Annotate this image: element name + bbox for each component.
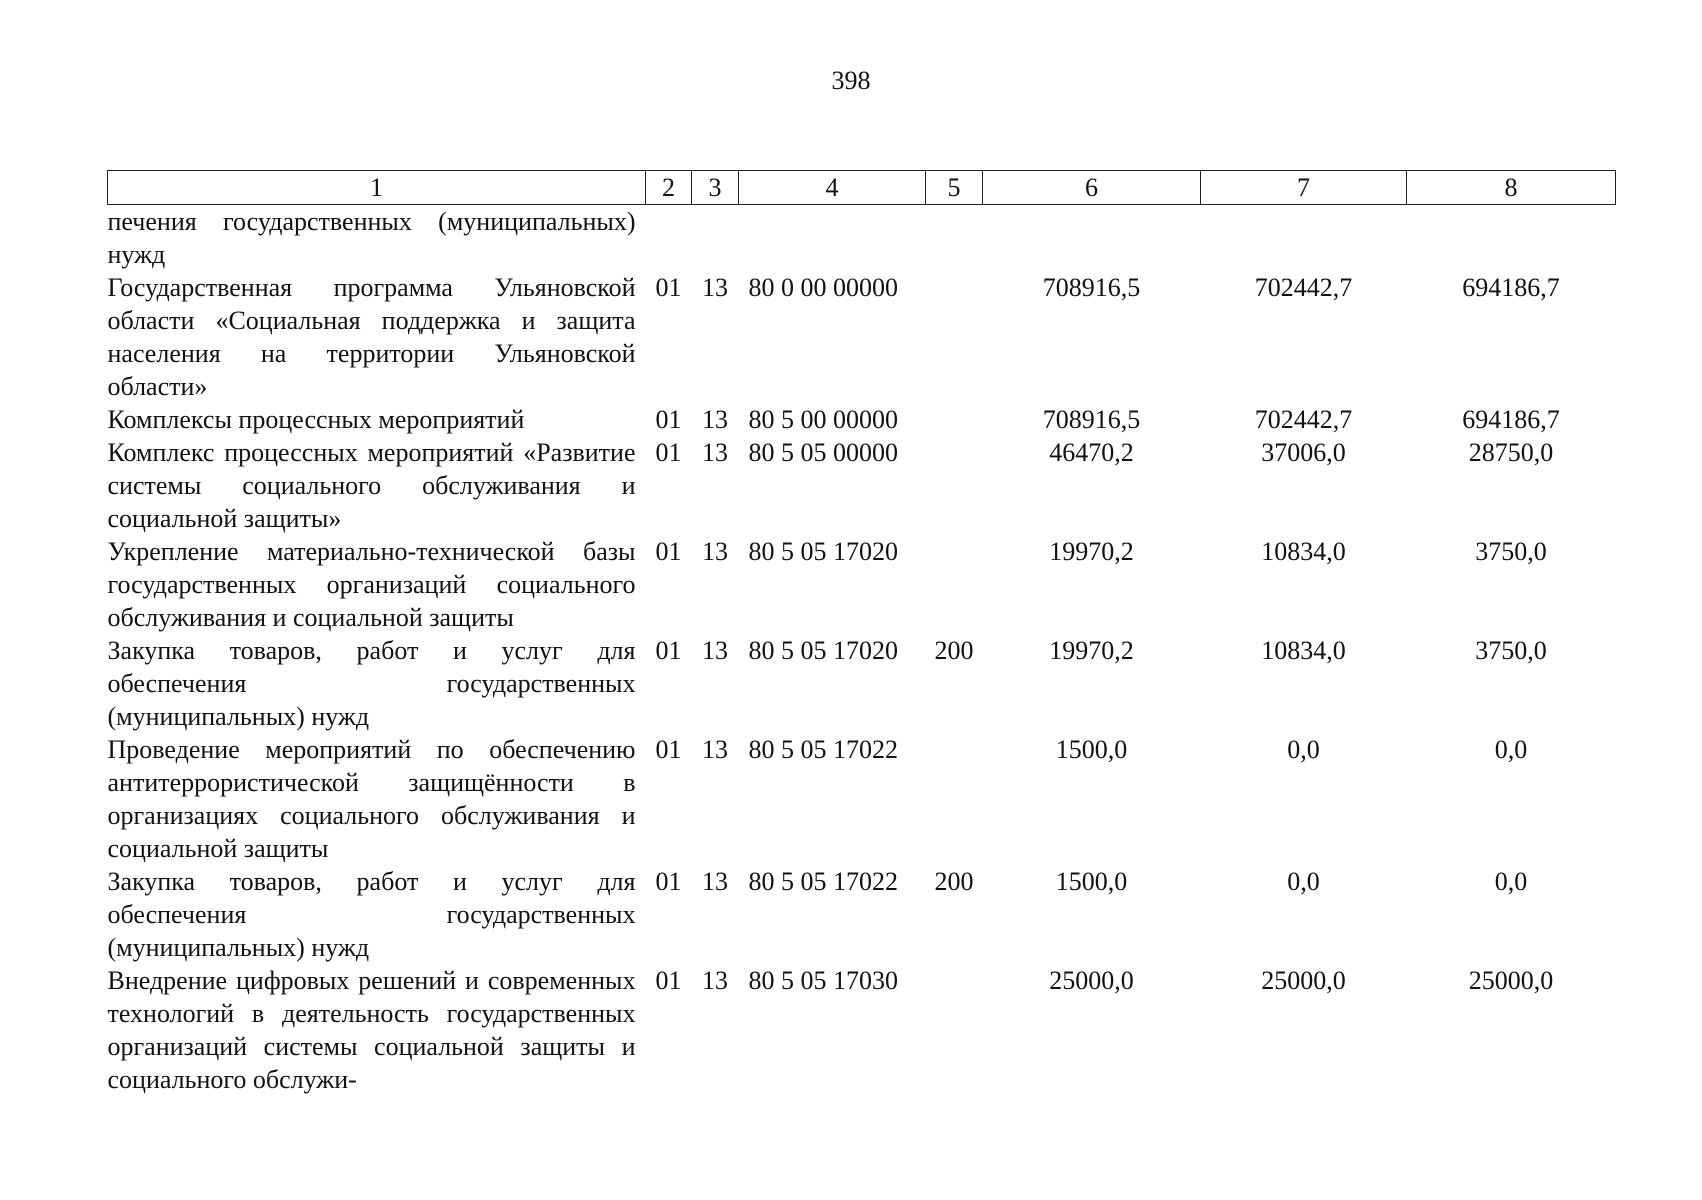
row-amount-year2 xyxy=(1201,205,1407,272)
table-row xyxy=(108,733,1616,865)
row-amount-year3: 3750,0 xyxy=(1475,537,1547,566)
page-number-text: 398 xyxy=(831,66,871,95)
row-expense-type: 200 xyxy=(934,867,974,896)
table-row xyxy=(108,403,1616,436)
header-col-8: 8 xyxy=(1407,171,1616,205)
table-body xyxy=(108,205,1616,1097)
row-amount-year1: 46470,2 xyxy=(1049,438,1134,467)
table-row xyxy=(108,271,1616,403)
row-section: 01 xyxy=(655,537,682,566)
row-amount-year3: 694186,7 xyxy=(1462,405,1560,434)
row-amount-year2: 0,0 xyxy=(1287,735,1320,764)
row-section: 01 xyxy=(655,636,682,665)
row-description: Закупка товаров, работ и услуг для обеспечения государственных (муниципальных) нужд xyxy=(107,867,636,962)
row-amount-year1: 1500,0 xyxy=(1055,735,1128,764)
row-amount-year3: 0,0 xyxy=(1494,735,1528,764)
row-target-code: 80 5 05 17020 xyxy=(748,537,898,566)
row-target-code: 80 0 00 00000 xyxy=(748,273,898,302)
table-row xyxy=(108,205,1616,272)
row-amount-year2: 702442,7 xyxy=(1254,273,1353,302)
row-subsection: 13 xyxy=(702,438,728,467)
header-col-1: 1 xyxy=(108,171,646,205)
header-col-6: 6 xyxy=(983,171,1201,205)
row-description: Проведение мероприятий по обеспечению антитеррористической защищённости в организациях социального обслуживания и социальной защиты xyxy=(107,735,636,863)
table-row xyxy=(108,964,1616,1096)
row-amount-year3: 28750,0 xyxy=(1468,438,1554,467)
row-amount-year2: 0,0 xyxy=(1287,867,1320,896)
row-amount-year1: 1500,0 xyxy=(1055,867,1128,896)
row-amount-year3 xyxy=(1407,205,1616,272)
row-expense-type xyxy=(926,271,983,403)
table-header xyxy=(108,171,1616,205)
budget-table xyxy=(107,170,1616,1096)
row-target-code: 80 5 05 17030 xyxy=(748,966,898,995)
table-row xyxy=(108,535,1616,634)
row-amount-year3: 694186,7 xyxy=(1462,273,1560,302)
row-section: 01 xyxy=(655,867,682,896)
header-col-4: 4 xyxy=(739,171,926,205)
row-target-code: 80 5 05 00000 xyxy=(748,438,898,467)
row-amount-year1 xyxy=(983,205,1201,272)
row-description: Комплексы процессных мероприятий xyxy=(107,405,525,434)
row-expense-type xyxy=(926,436,983,535)
row-description: Закупка товаров, работ и услуг для обеспечения государственных (муниципальных) нужд xyxy=(107,636,636,731)
row-expense-type xyxy=(926,205,983,272)
row-description: печения государственных (муниципальных) нужд xyxy=(107,207,636,269)
row-amount-year2: 37006,0 xyxy=(1261,438,1346,467)
row-subsection: 13 xyxy=(702,537,728,566)
header-row xyxy=(108,171,1616,205)
row-amount-year2: 702442,7 xyxy=(1254,405,1353,434)
row-amount-year1: 19970,2 xyxy=(1049,636,1134,665)
row-amount-year2: 25000,0 xyxy=(1261,966,1346,995)
row-section: 01 xyxy=(655,735,682,764)
row-description: Укрепление материально-технической базы государственных организаций социального обслуживания и социальной защиты xyxy=(107,537,636,632)
row-amount-year1: 19970,2 xyxy=(1049,537,1134,566)
row-target-code: 80 5 05 17022 xyxy=(748,867,898,896)
row-amount-year3: 25000,0 xyxy=(1468,966,1554,995)
row-section xyxy=(646,205,692,272)
row-expense-type xyxy=(926,535,983,634)
row-amount-year1: 708916,5 xyxy=(1042,405,1141,434)
row-expense-type xyxy=(926,403,983,436)
row-target-code xyxy=(739,205,926,272)
row-amount-year2: 10834,0 xyxy=(1261,537,1346,566)
row-subsection: 13 xyxy=(702,405,728,434)
row-subsection: 13 xyxy=(702,273,728,302)
row-section: 01 xyxy=(655,273,682,302)
row-subsection: 13 xyxy=(702,867,728,896)
row-expense-type xyxy=(926,733,983,865)
row-target-code: 80 5 00 00000 xyxy=(748,405,898,434)
row-subsection: 13 xyxy=(702,966,728,995)
row-amount-year3: 3750,0 xyxy=(1475,636,1547,665)
row-subsection: 13 xyxy=(702,636,728,665)
row-section: 01 xyxy=(655,966,682,995)
table-row xyxy=(108,865,1616,964)
row-target-code: 80 5 05 17020 xyxy=(748,636,898,665)
header-col-5: 5 xyxy=(926,171,983,205)
table-row xyxy=(108,436,1616,535)
page-number xyxy=(0,66,1702,96)
row-amount-year2: 10834,0 xyxy=(1261,636,1346,665)
row-subsection: 13 xyxy=(702,735,728,764)
header-col-7: 7 xyxy=(1201,171,1407,205)
row-description: Государственная программа Ульяновской области «Социальная поддержка и защита населения на территории Ульяновской области» xyxy=(107,273,636,401)
row-target-code: 80 5 05 17022 xyxy=(748,735,898,764)
row-amount-year1: 708916,5 xyxy=(1042,273,1141,302)
row-description: Комплекс процессных мероприятий «Развитие системы социального обслуживания и социальной защиты» xyxy=(107,438,636,533)
row-expense-type xyxy=(926,964,983,1096)
row-amount-year3: 0,0 xyxy=(1494,867,1528,896)
row-description: Внедрение цифровых решений и современных технологий в деятельность государственных организаций системы социальной защиты и социального обслужи- xyxy=(107,966,636,1094)
table-row xyxy=(108,634,1616,733)
row-expense-type: 200 xyxy=(934,636,974,665)
row-amount-year1: 25000,0 xyxy=(1049,966,1134,995)
row-section: 01 xyxy=(655,405,682,434)
row-section: 01 xyxy=(655,438,682,467)
header-col-3: 3 xyxy=(692,171,739,205)
header-col-2: 2 xyxy=(646,171,692,205)
row-subsection xyxy=(692,205,739,272)
